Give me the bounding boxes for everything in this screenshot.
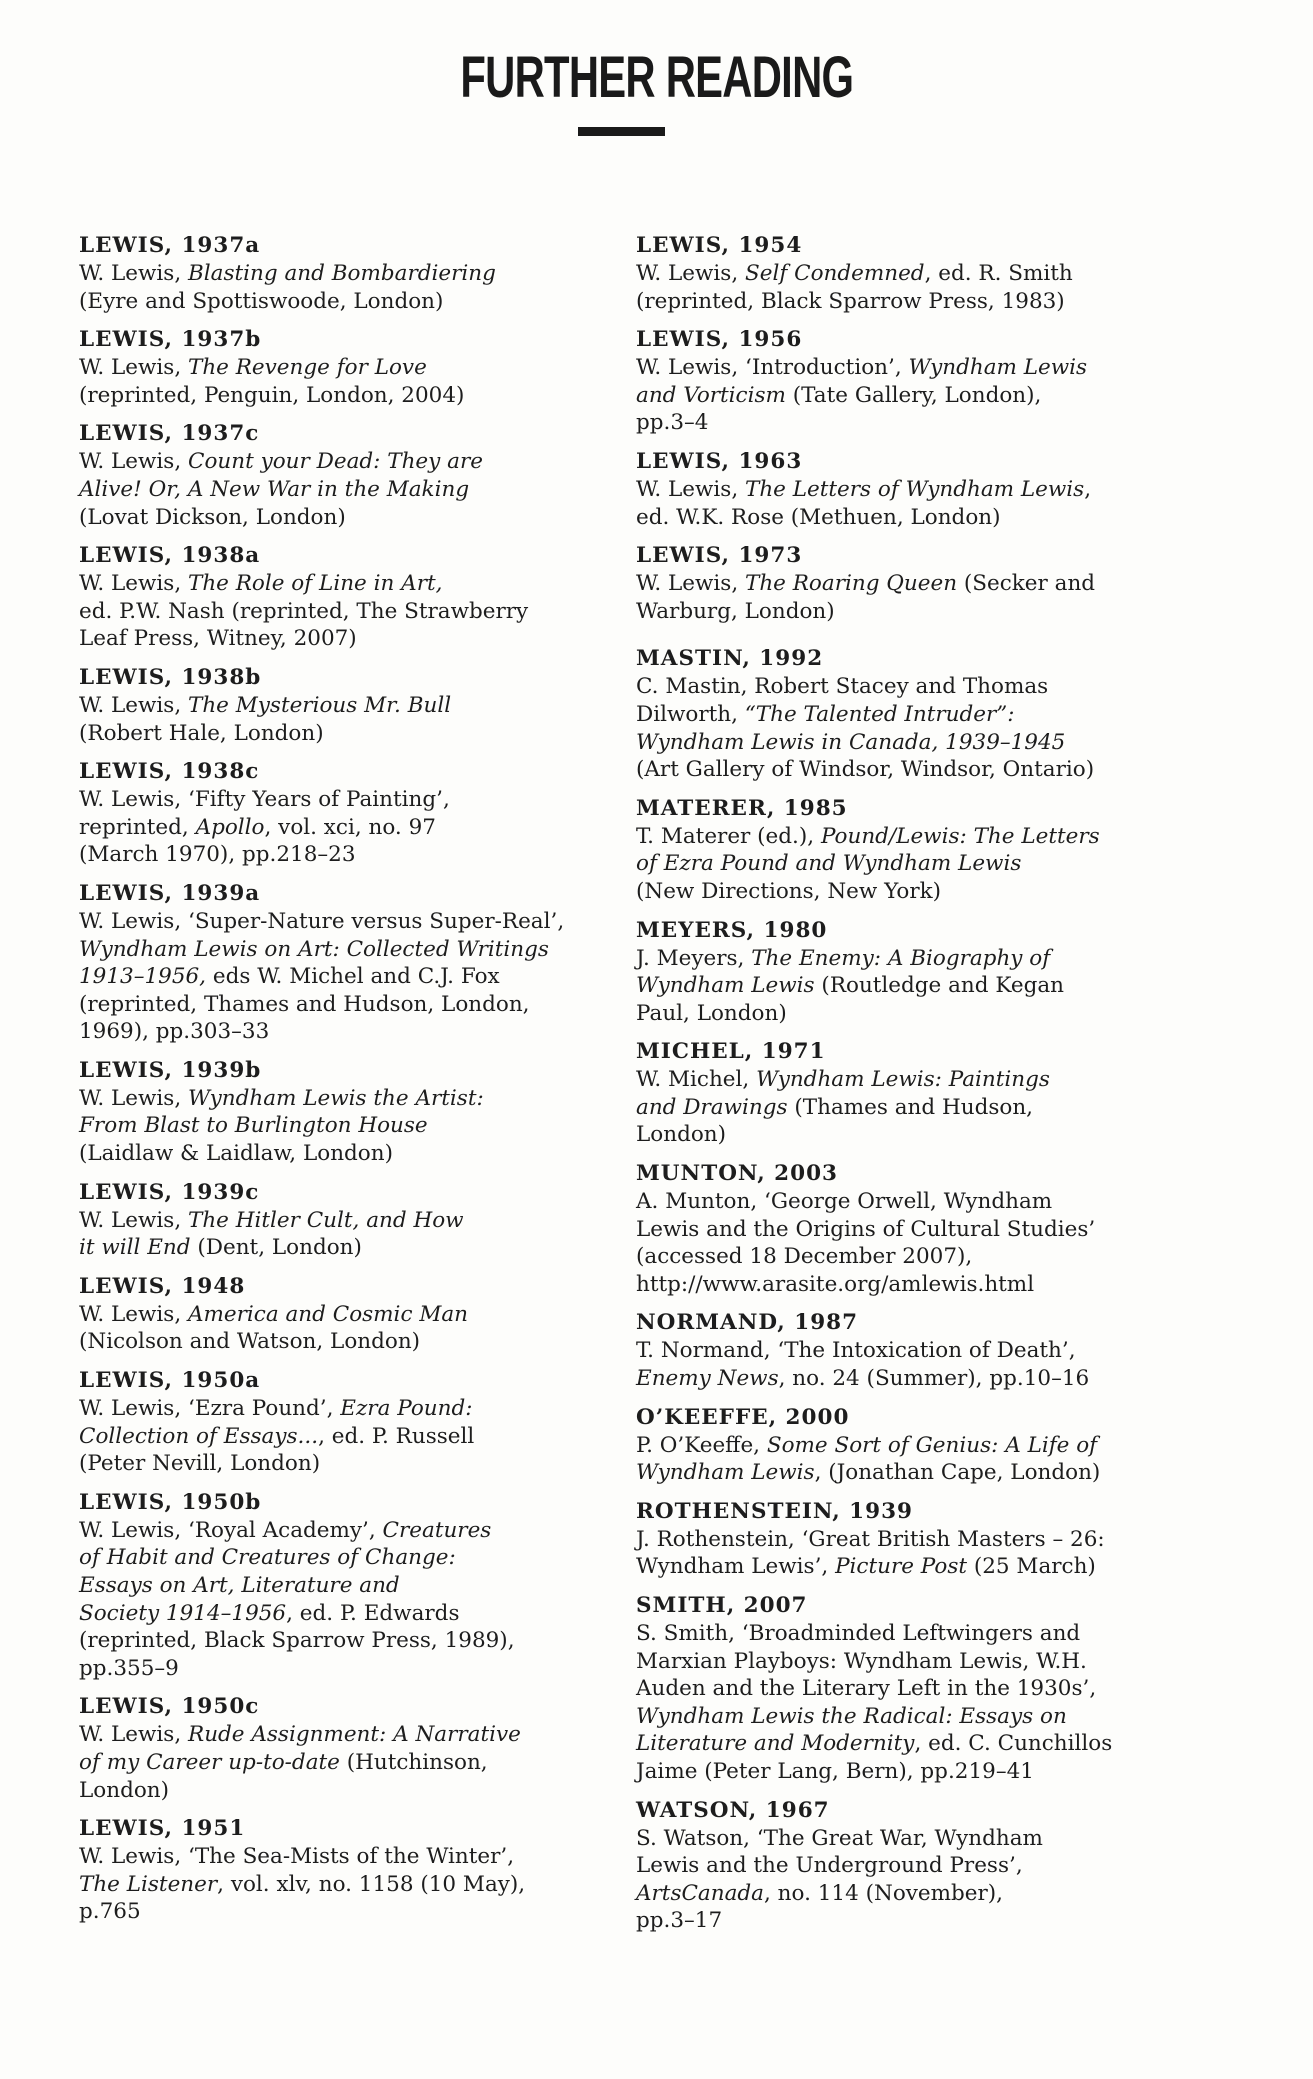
- citation-text: , vol. xci, no. 97: [264, 814, 436, 840]
- citation-text: , (Jonathan Cape, London): [814, 1460, 1101, 1486]
- citation-text: (Robert Hale, London): [79, 720, 324, 746]
- entry-heading: LEWIS, 1950b: [79, 1489, 262, 1515]
- italic-title-text: and Drawings: [636, 1094, 788, 1120]
- citation-text: (Lovat Dickson, London): [79, 504, 346, 530]
- entry-line: [79, 1517, 639, 1545]
- citation-text: W. Lewis,: [79, 1207, 188, 1233]
- italic-title-text: Literature and Modernity: [636, 1731, 915, 1757]
- entry-line: [79, 1655, 639, 1683]
- entry-line: [79, 1207, 639, 1235]
- citation-text: W. Michel,: [636, 1067, 757, 1093]
- entry-line: [636, 1271, 1196, 1299]
- italic-title-text: Alive! Or, A New War in the Making: [79, 476, 470, 502]
- entry-heading: LEWIS, 1939b: [79, 1057, 262, 1083]
- italic-title-text: and Vorticism: [636, 382, 786, 408]
- italic-title-text: America and Cosmic Man: [188, 1301, 468, 1327]
- citation-text: C. Mastin, Robert Stacey and Thomas: [636, 674, 1049, 700]
- entry-line: [79, 288, 639, 316]
- entry-line: [636, 1216, 1196, 1244]
- bibliography-entry: [79, 232, 639, 315]
- italic-title-text: Society 1914–1956: [79, 1600, 287, 1626]
- entry-line: [636, 354, 1196, 382]
- citation-text: (Hutchinson,: [339, 1749, 488, 1775]
- entry-line: [79, 1085, 639, 1113]
- italic-title-text: ArtsCanada: [636, 1880, 764, 1906]
- italic-title-text: of Ezra Pound and Wyndham Lewis: [636, 851, 1022, 877]
- bibliography-entry: [636, 1309, 1196, 1392]
- bibliography-entry: [636, 1498, 1196, 1581]
- bibliography-entry: [79, 880, 639, 1046]
- citation-text: W. Lewis,: [79, 1722, 188, 1748]
- italic-title-text: Picture Post: [835, 1554, 968, 1580]
- entry-line: [636, 1730, 1196, 1758]
- entry-line: [636, 673, 1196, 701]
- entry-line: [636, 1907, 1196, 1935]
- citation-text: W. Lewis,: [79, 1301, 188, 1327]
- entry-heading: SMITH, 2007: [636, 1593, 808, 1618]
- citation-text: London): [636, 1122, 727, 1148]
- citation-text: W. Lewis, ‘Fifty Years of Painting’,: [79, 787, 450, 813]
- entry-line: [79, 1112, 639, 1140]
- entry-line: [79, 1721, 639, 1749]
- entry-line: [79, 382, 639, 410]
- entry-line: [636, 1825, 1196, 1853]
- citation-text: W. Lewis,: [636, 571, 745, 597]
- entry-heading: MICHEL, 1971: [636, 1039, 826, 1065]
- citation-text: W. Lewis, ‘The Sea-Mists of the Winter’,: [79, 1844, 515, 1870]
- entry-line: [636, 823, 1196, 851]
- bibliography-column-right: [636, 232, 1196, 1946]
- entry-line: [636, 382, 1196, 410]
- entry-heading: O’KEEFFE, 2000: [636, 1404, 850, 1430]
- entry-heading: LEWIS, 1937a: [79, 233, 261, 258]
- citation-text: , no. 24 (Summer), pp.10–16: [778, 1366, 1090, 1392]
- entry-line: [636, 1675, 1196, 1703]
- citation-text: W. Lewis,: [79, 355, 188, 381]
- citation-text: Marxian Playboys: Wyndham Lewis, W.H.: [636, 1648, 1087, 1674]
- citation-text: W. Lewis,: [79, 571, 188, 597]
- entry-line: [636, 1459, 1196, 1487]
- entry-line: [636, 1553, 1196, 1581]
- entry-line: [79, 1572, 639, 1600]
- citation-text: , vol. xlv, no. 1158 (10 May),: [217, 1871, 526, 1897]
- citation-text: pp.3–4: [636, 410, 709, 436]
- italic-title-text: The Revenge for Love: [188, 355, 427, 381]
- citation-text: Jaime (Peter Lang, Bern), pp.219–41: [636, 1758, 1034, 1784]
- entry-line: [636, 945, 1196, 973]
- entry-heading: LEWIS, 1939c: [79, 1179, 260, 1205]
- italic-title-text: The Letters of Wyndham Lewis: [745, 476, 1085, 502]
- citation-text: J. Meyers,: [636, 945, 752, 971]
- entry-heading: LEWIS, 1973: [636, 543, 803, 569]
- entry-line: [636, 1526, 1196, 1554]
- italic-title-text: Wyndham Lewis: [636, 1460, 815, 1486]
- entry-line: [79, 1234, 639, 1262]
- entry-line: [636, 476, 1196, 504]
- italic-title-text: Self Condemned: [745, 261, 925, 286]
- citation-text: W. Lewis,: [636, 261, 745, 286]
- citation-text: , ed. C. Cunchillos: [914, 1731, 1113, 1757]
- citation-text: W. Lewis, ‘Super-Nature versus Super-Real’,: [79, 908, 565, 934]
- citation-text: 1969), pp.303–33: [79, 1019, 270, 1045]
- italic-title-text: Collection of Essays...: [79, 1423, 319, 1449]
- entry-line: [79, 1018, 639, 1046]
- bibliography-entry: [636, 448, 1196, 531]
- entry-line: [636, 1880, 1196, 1908]
- entry-line: [79, 908, 639, 936]
- bibliography-entry: [79, 326, 639, 409]
- bibliography-entry: [79, 1693, 639, 1804]
- citation-text: (Routledge and Kegan: [814, 973, 1065, 999]
- citation-text: A. Munton, ‘George Orwell, Wyndham: [636, 1189, 1053, 1215]
- bibliography-entry: [636, 1038, 1196, 1149]
- citation-text: (March 1970), pp.218–23: [79, 842, 356, 868]
- entry-line: [79, 1450, 639, 1478]
- citation-text: Lewis and the Underground Press’,: [636, 1853, 1023, 1879]
- citation-text: (reprinted, Black Sparrow Press, 1983): [636, 288, 1065, 314]
- citation-text: S. Watson, ‘The Great War, Wyndham: [636, 1825, 1043, 1851]
- citation-text: W. Lewis,: [79, 449, 188, 475]
- bibliography-entry: [636, 1797, 1196, 1935]
- citation-text: (Dent, London): [190, 1235, 362, 1261]
- entry-heading: LEWIS, 1956: [636, 327, 803, 353]
- bibliography-entry: [636, 1160, 1196, 1298]
- entry-line: [79, 1600, 639, 1628]
- entry-heading: LEWIS, 1948: [79, 1273, 246, 1299]
- entry-line: [79, 991, 639, 1019]
- bibliography-entry: [79, 1057, 639, 1168]
- entry-heading: MASTIN, 1992: [636, 646, 824, 672]
- citation-text: T. Materer (ed.),: [636, 823, 821, 849]
- entry-line: [636, 1000, 1196, 1028]
- italic-title-text: it will End: [79, 1235, 191, 1261]
- citation-text: , ed. R. Smith: [924, 261, 1073, 286]
- entry-line: [636, 1432, 1196, 1460]
- italic-title-text: The Role of Line in Art,: [188, 571, 443, 597]
- italic-title-text: of Habit and Creatures of Change:: [79, 1545, 456, 1571]
- italic-title-text: Wyndham Lewis on Art: Collected Writings: [79, 936, 549, 962]
- entry-line: [636, 756, 1196, 784]
- bibliography-entry: [636, 1404, 1196, 1487]
- italic-title-text: Wyndham Lewis: [908, 355, 1088, 381]
- citation-text: (Thames and Hudson,: [787, 1094, 1034, 1120]
- entry-line: [636, 729, 1196, 757]
- citation-text: Warburg, London): [636, 598, 835, 624]
- italic-title-text: Count your Dead: They are: [188, 449, 483, 475]
- citation-text: (Peter Nevill, London): [79, 1451, 321, 1477]
- entry-line: [636, 1758, 1196, 1786]
- entry-heading: MEYERS, 1980: [636, 917, 828, 943]
- entry-heading: LEWIS, 1950c: [79, 1694, 260, 1720]
- citation-text: p.765: [79, 1899, 141, 1925]
- bibliography-column-left: [79, 232, 639, 1937]
- entry-line: [79, 1627, 639, 1655]
- entry-line: [636, 260, 1196, 288]
- entry-line: [79, 354, 639, 382]
- entry-line: [636, 1648, 1196, 1676]
- citation-text: (25 March): [967, 1554, 1096, 1580]
- bibliography-entry: [79, 542, 639, 653]
- entry-line: [636, 1852, 1196, 1880]
- bibliography-entry: [636, 542, 1196, 625]
- citation-text: (New Directions, New York): [636, 878, 942, 904]
- entry-line: [79, 1328, 639, 1356]
- citation-text: ed. P.W. Nash (reprinted, The Strawberry: [79, 598, 529, 624]
- entry-line: [79, 814, 639, 842]
- entry-line: [79, 1423, 639, 1451]
- citation-text: , no. 114 (November),: [764, 1880, 1004, 1906]
- italic-title-text: The Hitler Cult, and How: [188, 1207, 464, 1233]
- bibliography-entry: [636, 1592, 1196, 1786]
- entry-line: [636, 1337, 1196, 1365]
- italic-title-text: The Mysterious Mr. Bull: [188, 692, 452, 718]
- italic-title-text: Apollo: [195, 814, 265, 840]
- entry-line: [636, 972, 1196, 1000]
- citation-text: W. Lewis,: [79, 261, 188, 286]
- entry-line: [79, 841, 639, 869]
- bibliography-entry: [79, 664, 639, 747]
- entry-line: [79, 1871, 639, 1899]
- entry-heading: LEWIS, 1938b: [79, 664, 262, 690]
- entry-line: [636, 288, 1196, 316]
- entry-line: [636, 598, 1196, 626]
- entry-heading: NORMAND, 1987: [636, 1310, 859, 1336]
- italic-title-text: Ezra Pound:: [340, 1396, 473, 1422]
- bibliography-entry: [79, 1179, 639, 1262]
- citation-text: (reprinted, Penguin, London, 2004): [79, 382, 465, 408]
- citation-text: Auden and the Literary Left in the 1930s’,: [636, 1676, 1097, 1702]
- italic-title-text: of my Career up-to-date: [79, 1749, 340, 1775]
- bibliography-entry: [636, 917, 1196, 1028]
- citation-text: (Art Gallery of Windsor, Windsor, Ontario): [636, 757, 1095, 783]
- italic-title-text: Pound/Lewis: The Letters: [820, 823, 1100, 849]
- italic-title-text: From Blast to Burlington House: [79, 1113, 428, 1139]
- italic-title-text: Wyndham Lewis in Canada, 1939–1945: [636, 729, 1066, 755]
- citation-text: (reprinted, Black Sparrow Press, 1989),: [79, 1628, 515, 1654]
- entry-line: [636, 504, 1196, 532]
- italic-title-text: The Enemy: A Biography of: [751, 945, 1051, 971]
- italic-title-text: Enemy News: [636, 1366, 779, 1392]
- entry-line: [79, 786, 639, 814]
- italic-title-text: Rude Assignment: A Narrative: [188, 1722, 521, 1748]
- citation-text: (Nicolson and Watson, London): [79, 1329, 421, 1355]
- entry-line: [79, 1898, 639, 1926]
- bibliography-entry: [79, 758, 639, 869]
- title-underline-divider: [578, 127, 665, 136]
- entry-heading: ROTHENSTEIN, 1939: [636, 1498, 914, 1524]
- bibliography-entry: [636, 232, 1196, 315]
- citation-text: Dilworth,: [636, 701, 745, 727]
- citation-text: (accessed 18 December 2007),: [636, 1244, 973, 1270]
- italic-title-text: 1913–1956,: [79, 964, 207, 990]
- entry-line: [636, 1620, 1196, 1648]
- entry-heading: LEWIS, 1951: [79, 1816, 246, 1842]
- citation-text: P. O’Keeffe,: [636, 1432, 767, 1458]
- citation-text: Paul, London): [636, 1000, 787, 1026]
- bibliography-entry: [79, 1489, 639, 1683]
- entry-heading: LEWIS, 1938a: [79, 543, 261, 569]
- entry-line: [636, 701, 1196, 729]
- bibliography-entry: [79, 1273, 639, 1356]
- italic-title-text: Essays on Art, Literature and: [79, 1573, 400, 1598]
- entry-line: [79, 1749, 639, 1777]
- entry-heading: LEWIS, 1954: [636, 233, 803, 258]
- entry-heading: LEWIS, 1938c: [79, 759, 260, 785]
- entry-heading: MUNTON, 2003: [636, 1161, 839, 1187]
- citation-text: eds W. Michel and C.J. Fox: [206, 964, 500, 990]
- citation-text: Lewis and the Origins of Cultural Studies’: [636, 1216, 1096, 1242]
- entry-line: [79, 504, 639, 532]
- entry-heading: LEWIS, 1963: [636, 448, 803, 474]
- entry-line: [79, 1395, 639, 1423]
- bibliography-entry: [636, 795, 1196, 906]
- entry-line: [79, 448, 639, 476]
- citation-text: London): [79, 1777, 170, 1803]
- citation-text: T. Normand, ‘The Intoxication of Death’,: [636, 1338, 1076, 1364]
- entry-line: [636, 570, 1196, 598]
- citation-text: W. Lewis, ‘Royal Academy’,: [79, 1517, 383, 1543]
- entry-heading: LEWIS, 1937b: [79, 327, 262, 353]
- citation-text: pp.355–9: [79, 1655, 179, 1681]
- citation-text: W. Lewis,: [79, 1085, 188, 1111]
- entry-line: [636, 1094, 1196, 1122]
- entry-line: [79, 936, 639, 964]
- bibliography-entry: [79, 420, 639, 531]
- citation-text: W. Lewis, ‘Ezra Pound’,: [79, 1396, 341, 1422]
- italic-title-text: The Roaring Queen: [745, 571, 958, 597]
- page-title: FURTHER READING: [460, 45, 853, 110]
- citation-text: http://www.arasite.org/amlewis.html: [636, 1271, 1035, 1297]
- citation-text: pp.3–17: [636, 1908, 723, 1934]
- entry-line: [636, 1243, 1196, 1271]
- entry-heading: LEWIS, 1937c: [79, 421, 260, 447]
- entry-line: [79, 963, 639, 991]
- entry-line: [636, 878, 1196, 906]
- entry-line: [79, 1301, 639, 1329]
- italic-title-text: Wyndham Lewis: Paintings: [756, 1067, 1050, 1093]
- entry-heading: LEWIS, 1939a: [79, 880, 261, 906]
- citation-text: Wyndham Lewis’,: [636, 1554, 836, 1580]
- entry-line: [79, 260, 639, 288]
- citation-text: (reprinted, Thames and Hudson, London,: [79, 991, 530, 1017]
- entry-heading: WATSON, 1967: [636, 1797, 830, 1823]
- citation-text: (Eyre and Spottiswoode, London): [79, 288, 444, 314]
- entry-line: [636, 1121, 1196, 1149]
- citation-text: W. Lewis,: [79, 692, 188, 718]
- citation-text: ,: [1084, 476, 1092, 502]
- entry-line: [79, 1140, 639, 1168]
- entry-line: [79, 570, 639, 598]
- citation-text: W. Lewis, ‘Introduction’,: [636, 355, 909, 381]
- italic-title-text: Wyndham Lewis the Artist:: [188, 1085, 484, 1111]
- citation-text: (Laidlaw & Laidlaw, London): [79, 1141, 393, 1167]
- entry-heading: LEWIS, 1950a: [79, 1368, 261, 1394]
- italic-title-text: Blasting and Bombardiering: [188, 261, 496, 286]
- entry-line: [79, 1843, 639, 1871]
- entry-line: [79, 598, 639, 626]
- entry-line: [79, 692, 639, 720]
- italic-title-text: Wyndham Lewis: [636, 973, 815, 999]
- italic-title-text: Some Sort of Genius: A Life of: [766, 1432, 1098, 1458]
- citation-text: S. Smith, ‘Broadminded Leftwingers and: [636, 1621, 1081, 1646]
- citation-text: ed. W.K. Rose (Methuen, London): [636, 504, 1001, 530]
- entry-line: [636, 1188, 1196, 1216]
- entry-line: [79, 1544, 639, 1572]
- entry-line: [79, 720, 639, 748]
- citation-text: , ed. P. Edwards: [286, 1600, 460, 1626]
- citation-text: (Secker and: [957, 571, 1096, 597]
- italic-title-text: The Listener: [79, 1871, 218, 1897]
- entry-line: [636, 1066, 1196, 1094]
- citation-text: (Tate Gallery, London),: [785, 382, 1042, 408]
- italic-title-text: “The Talented Intruder”:: [744, 701, 1015, 727]
- citation-text: W. Lewis,: [636, 476, 745, 502]
- bibliography-entry: [79, 1367, 639, 1478]
- entry-line: [79, 476, 639, 504]
- citation-text: Leaf Press, Witney, 2007): [79, 626, 357, 652]
- citation-text: , ed. P. Russell: [318, 1423, 475, 1449]
- citation-text: reprinted,: [79, 814, 196, 840]
- bibliography-entry: [636, 326, 1196, 437]
- entry-line: [79, 1777, 639, 1805]
- citation-text: J. Rothenstein, ‘Great British Masters – 26:: [636, 1526, 1105, 1552]
- entry-line: [636, 850, 1196, 878]
- italic-title-text: Wyndham Lewis the Radical: Essays on: [636, 1703, 1067, 1729]
- bibliography-entry: [79, 1815, 639, 1926]
- entry-line: [79, 625, 639, 653]
- bibliography-entry: [636, 645, 1196, 783]
- entry-heading: MATERER, 1985: [636, 795, 848, 821]
- italic-title-text: Creatures: [382, 1517, 492, 1543]
- entry-line: [636, 1365, 1196, 1393]
- entry-line: [636, 1703, 1196, 1731]
- entry-line: [636, 409, 1196, 437]
